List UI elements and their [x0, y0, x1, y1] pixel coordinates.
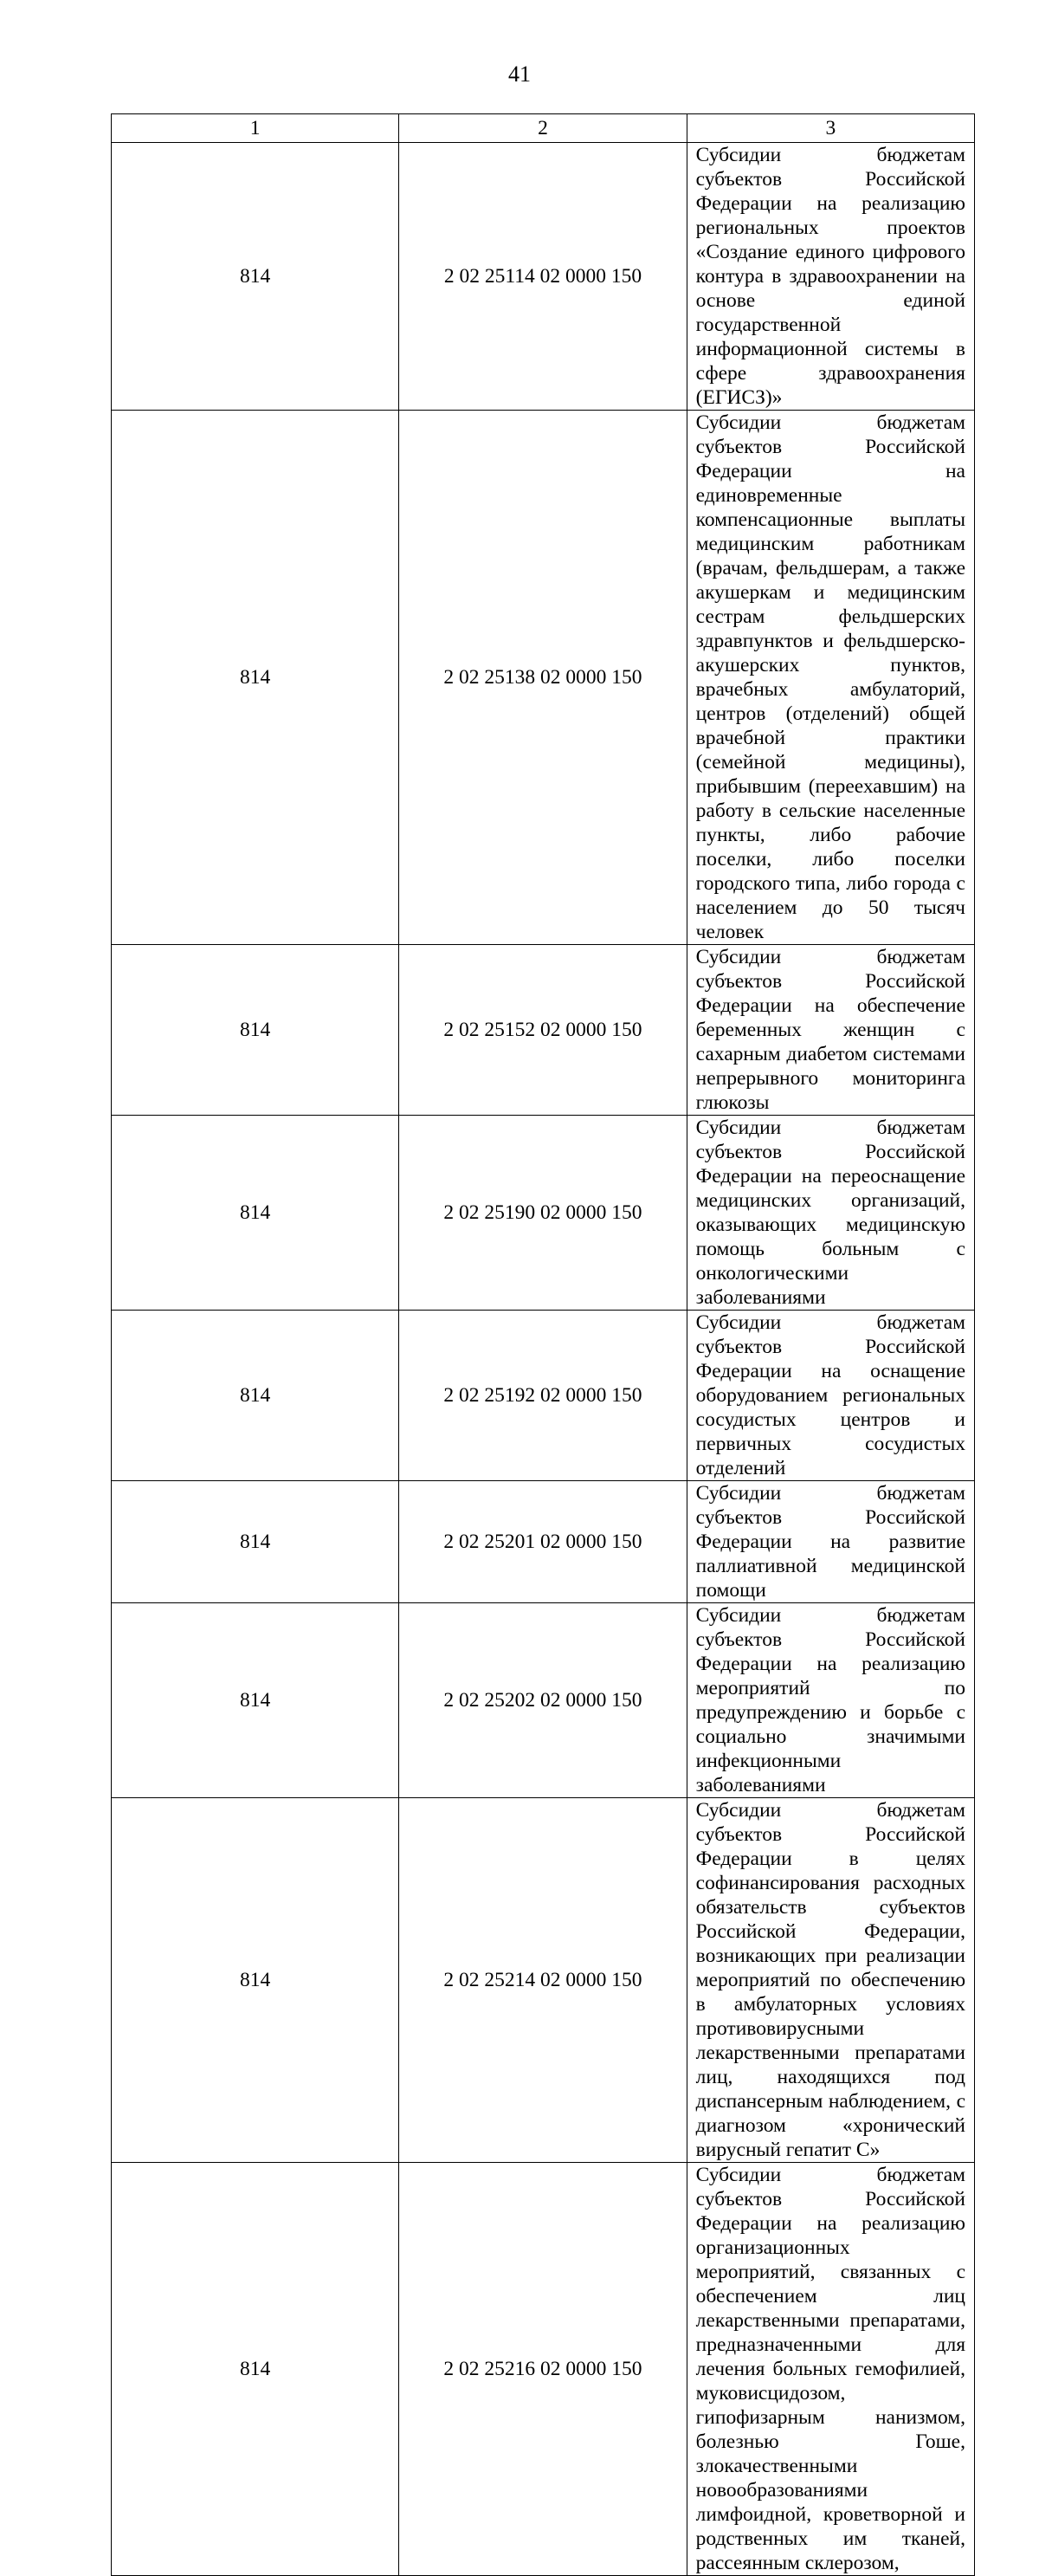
column-header-1: 1 [112, 114, 399, 143]
budget-code-cell: 2 02 25202 02 0000 150 [399, 1603, 687, 1798]
description-text: Субсидии бюджетам субъектов Российской Федерации на реализацию региональных проектов «Создание единого цифрового контура в здравоохранении на основе единой государственной информационной системы в сфере здравоохранения (ЕГИСЗ)» [695, 144, 965, 409]
admin-code-cell: 814 [112, 411, 399, 945]
table-row [112, 1798, 975, 2163]
description-text: Субсидии бюджетам субъектов Российской Федерации на переоснащение медицинских организаций, оказывающих медицинскую помощь больным с онкологическими заболеваниями [695, 1116, 965, 1309]
budget-code-cell: 2 02 25114 02 0000 150 [399, 143, 687, 411]
admin-code-cell: 814 [112, 1798, 399, 2163]
description-cell [687, 945, 974, 1116]
budget-code-cell: 2 02 25201 02 0000 150 [399, 1481, 687, 1603]
table-row [112, 1116, 975, 1311]
description-text: Субсидии бюджетам субъектов Российской Федерации на развитие паллиативной медицинской помощи [695, 1482, 965, 1602]
budget-code-cell: 2 02 25216 02 0000 150 [399, 2163, 687, 2576]
description-text: Субсидии бюджетам субъектов Российской Федерации в целях софинансирования расходных обязательств субъектов Российской Федерации, возникающих при реализации мероприятий по обеспечению в амбулаторных условиях противовирусными лекарственными препаратами лиц, находящихся под диспансерным наблюдением, с диагнозом «хронический вирусный гепатит С» [695, 1799, 965, 2161]
budget-code-cell: 2 02 25214 02 0000 150 [399, 1798, 687, 2163]
budget-classification-table [111, 113, 975, 2576]
description-cell [687, 1481, 974, 1603]
description-text: Субсидии бюджетам субъектов Российской Федерации на единовременные компенсационные выплаты медицинским работникам (врачам, фельдшерам, а также акушеркам и медицинским сестрам фельдшерских здравпунктов и фельдшерско-акушерских пунктов, врачебных амбулаторий, центров (отделений) общей врачебной практики (семейной медицины), прибывшим (переехавшим) на работу в сельские населенные пункты, либо рабочие поселки, либо поселки городского типа, либо города с населением до 50 тысяч человек [695, 411, 965, 943]
column-header-2: 2 [399, 114, 687, 143]
table-row [112, 143, 975, 411]
table-row [112, 945, 975, 1116]
description-text: Субсидии бюджетам субъектов Российской Федерации на реализацию мероприятий по предупреждению и борьбе с социально значимыми инфекционными заболеваниями [695, 1604, 965, 1796]
admin-code-cell: 814 [112, 143, 399, 411]
admin-code-cell: 814 [112, 945, 399, 1116]
budget-code-cell: 2 02 25192 02 0000 150 [399, 1311, 687, 1481]
page-number: 41 [508, 61, 531, 87]
admin-code-cell: 814 [112, 1116, 399, 1311]
table-row [112, 1481, 975, 1603]
description-cell [687, 1603, 974, 1798]
table-header-row [112, 114, 975, 143]
budget-code-cell: 2 02 25152 02 0000 150 [399, 945, 687, 1116]
description-cell [687, 2163, 974, 2576]
budget-code-cell: 2 02 25138 02 0000 150 [399, 411, 687, 945]
admin-code-cell: 814 [112, 1311, 399, 1481]
admin-code-cell: 814 [112, 2163, 399, 2576]
description-text: Субсидии бюджетам субъектов Российской Федерации на реализацию организационных мероприятий, связанных с обеспечением лиц лекарственными препаратами, предназначенными для лечения больных гемофилией, муковисцидозом, гипофизарным нанизмом, болезнью Гоше, злокачественными новообразованиями лимфоидной, кроветворной и родственных им тканей, рассеянным склерозом, [695, 2164, 965, 2574]
description-cell [687, 411, 974, 945]
description-text: Субсидии бюджетам субъектов Российской Федерации на обеспечение беременных женщин с сахарным диабетом системами непрерывного мониторинга глюкозы [695, 946, 965, 1114]
table-row [112, 411, 975, 945]
table-row [112, 2163, 975, 2576]
column-header-3: 3 [687, 114, 974, 143]
description-cell [687, 143, 974, 411]
table-row [112, 1311, 975, 1481]
admin-code-cell: 814 [112, 1481, 399, 1603]
description-cell [687, 1798, 974, 2163]
budget-code-cell: 2 02 25190 02 0000 150 [399, 1116, 687, 1311]
description-cell [687, 1116, 974, 1311]
table-row [112, 1603, 975, 1798]
description-cell [687, 1311, 974, 1481]
admin-code-cell: 814 [112, 1603, 399, 1798]
description-text: Субсидии бюджетам субъектов Российской Федерации на оснащение оборудованием региональных сосудистых центров и первичных сосудистых отделений [695, 1311, 965, 1479]
